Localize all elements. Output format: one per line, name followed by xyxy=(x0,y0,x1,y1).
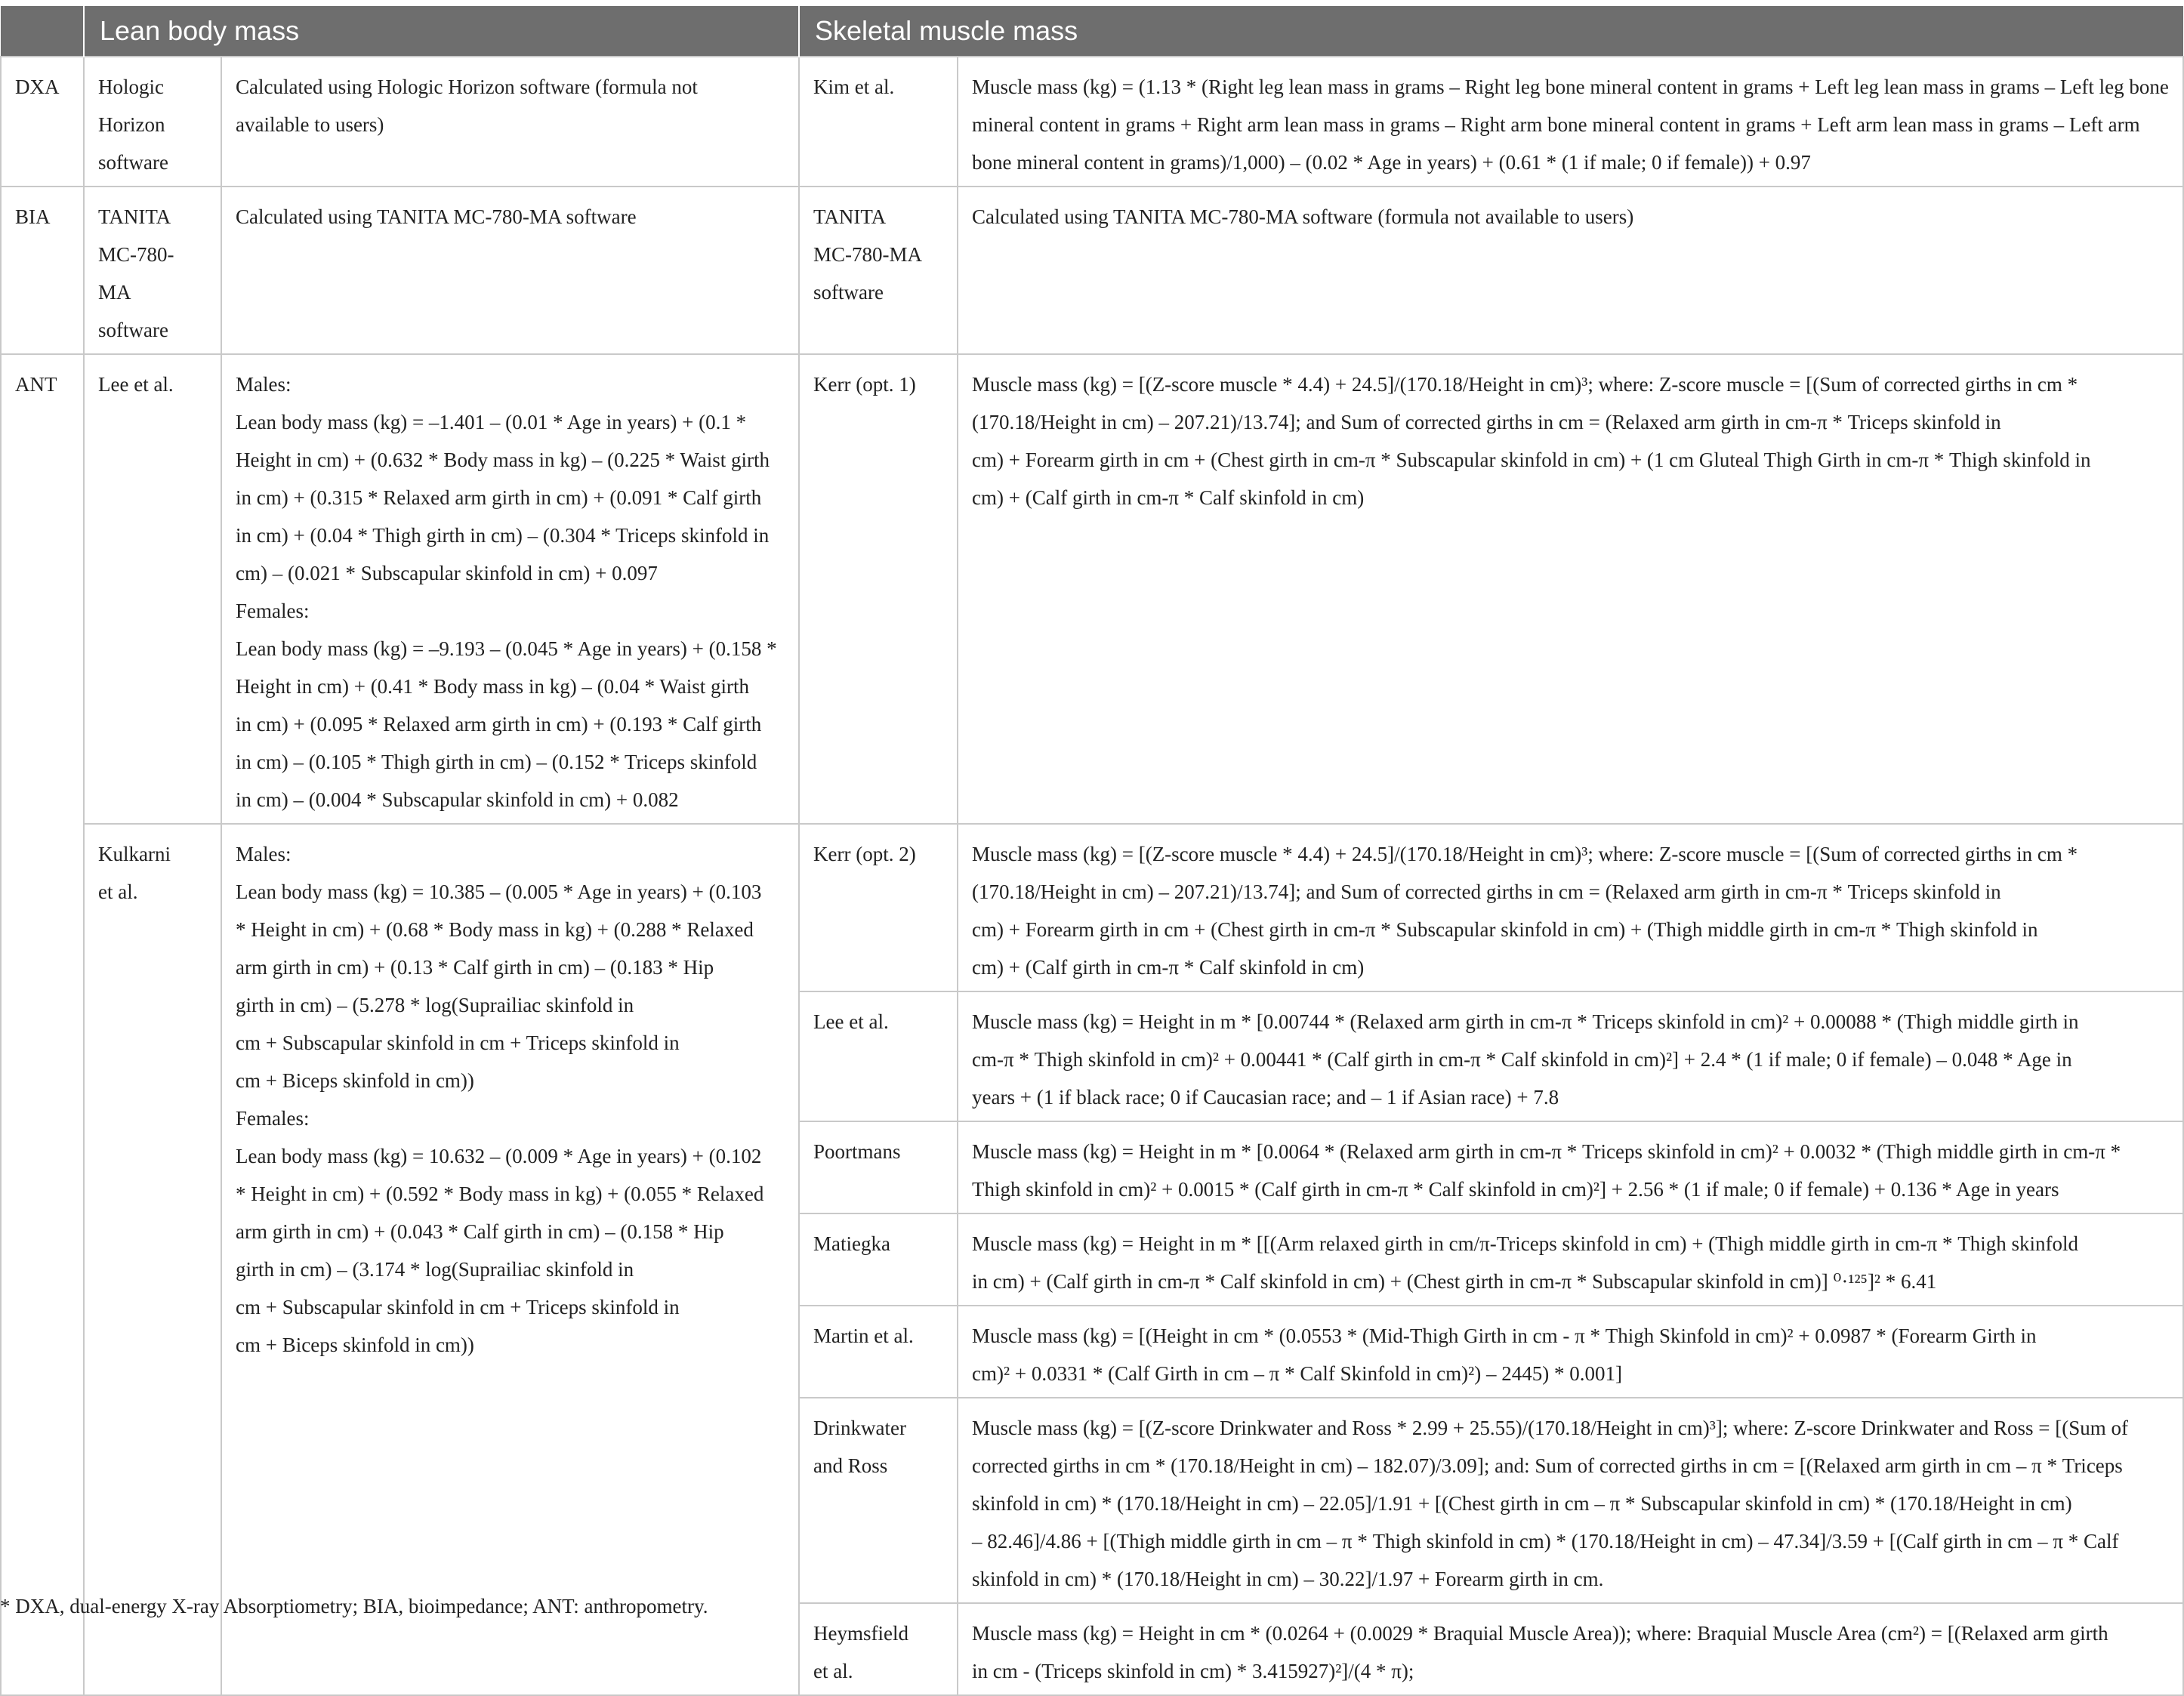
text-line: Muscle mass (kg) = [(Height in cm * (0.0553 * (Mid-Thigh Girth in cm - π * Thigh Skinfold in cm)² + 0.0987 * (Forearm Girth in xyxy=(972,1324,2037,1347)
text-line: in cm) – (0.105 * Thigh girth in cm) – (0.152 * Triceps skinfold xyxy=(236,751,757,773)
skeletal-formula xyxy=(958,991,2183,1121)
text-line: arm girth in cm) + (0.13 * Calf girth in cm) – (0.183 * Hip xyxy=(236,956,714,979)
skeletal-source-name xyxy=(799,187,958,354)
text-line: Thigh skinfold in cm)² + 0.0015 * (Calf girth in cm-π * Calf skinfold in cm)²] + 2.56 * (1 if male; 0 if female) + 0.136 * Age in years xyxy=(972,1178,2059,1201)
text-line: Muscle mass (kg) = [(Z-score muscle * 4.4) + 24.5]/(170.18/Height in cm)³; where: Z-score muscle = [(Sum of corrected girths in cm * xyxy=(972,843,2078,865)
skeletal-formula xyxy=(958,1213,2183,1306)
skeletal-source-name xyxy=(799,1603,958,1695)
text-line: software xyxy=(813,281,884,304)
text-line: Calculated using Hologic Horizon software (formula not xyxy=(236,76,698,98)
text-line: Hologic xyxy=(98,76,164,98)
row-ant-kulkarni xyxy=(1,824,2183,991)
text-line: Lee et al. xyxy=(813,1010,889,1033)
text-line: Males: xyxy=(236,843,292,865)
method-dxa: DXA xyxy=(1,57,84,187)
text-line: Martin et al. xyxy=(813,1324,914,1347)
text-line: available to users) xyxy=(236,113,384,136)
text-line: Kim et al. xyxy=(813,76,895,98)
text-line: cm + Subscapular skinfold in cm + Triceps skinfold in xyxy=(236,1296,680,1318)
row-bia xyxy=(1,187,2183,354)
text-line: in cm - (Triceps skinfold in cm) * 3.415927)²]/(4 * π); xyxy=(972,1660,1414,1682)
text-line: mineral content in grams + Right arm lean mass in grams – Right arm bone mineral content in grams + Left arm lean mass in grams – Left arm xyxy=(972,113,2140,136)
text-line: cm + Biceps skinfold in cm)) xyxy=(236,1334,474,1356)
text-line: Muscle mass (kg) = Height in m * [0.0064 * (Relaxed arm girth in cm-π * Triceps skinfold in cm)² + 0.0032 * (Thigh middle girth in cm-π * xyxy=(972,1140,2121,1163)
header-empty xyxy=(1,6,84,57)
text-line: cm) + Forearm girth in cm + (Chest girth in cm-π * Subscapular skinfold in cm) + (1 cm Gluteal Thigh Girth in cm-π * Thigh skinfold in xyxy=(972,449,2091,471)
text-line: et al. xyxy=(813,1660,853,1682)
text-line: Lean body mass (kg) = –9.193 – (0.045 * Age in years) + (0.158 * xyxy=(236,637,777,660)
text-line: in cm) + (0.04 * Thigh girth in cm) – (0.304 * Triceps skinfold in xyxy=(236,524,770,547)
text-line: Kerr (opt. 1) xyxy=(813,373,916,396)
text-line: Lean body mass (kg) = 10.385 – (0.005 * Age in years) + (0.103 xyxy=(236,880,762,903)
text-line: in cm) – (0.004 * Subscapular skinfold in cm) + 0.082 xyxy=(236,788,679,811)
skeletal-formula xyxy=(958,187,2183,354)
skeletal-source-name xyxy=(799,824,958,991)
text-line: Calculated using TANITA MC-780-MA software xyxy=(236,205,637,228)
text-line: (170.18/Height in cm) – 207.21)/13.74]; and Sum of corrected girths in cm = (Relaxed arm girth in cm-π * Triceps skinfold in xyxy=(972,880,2001,903)
lean-source-name xyxy=(84,187,221,354)
skeletal-formula xyxy=(958,57,2183,187)
text-line: Horizon xyxy=(98,113,165,136)
text-line: Muscle mass (kg) = Height in m * [0.00744 * (Relaxed arm girth in cm-π * Triceps skinfold in cm)² + 0.00088 * (Thigh middle girth in xyxy=(972,1010,2079,1033)
text-line: Poortmans xyxy=(813,1140,901,1163)
text-line: * Height in cm) + (0.68 * Body mass in kg) + (0.288 * Relaxed xyxy=(236,918,754,941)
method-bia: BIA xyxy=(1,187,84,354)
text-line: Lean body mass (kg) = 10.632 – (0.009 * Age in years) + (0.102 xyxy=(236,1145,762,1167)
row-dxa xyxy=(1,57,2183,187)
text-line: in cm) + (0.095 * Relaxed arm girth in cm) + (0.193 * Calf girth xyxy=(236,713,762,735)
text-line: cm) + (Calf girth in cm-π * Calf skinfold in cm) xyxy=(972,956,1365,979)
text-line: * Height in cm) + (0.592 * Body mass in kg) + (0.055 * Relaxed xyxy=(236,1183,764,1205)
text-line: Females: xyxy=(236,600,310,622)
lean-formula xyxy=(221,187,799,354)
lean-formula xyxy=(221,824,799,1695)
method-ant: ANT xyxy=(1,354,84,1695)
text-line: cm) + Forearm girth in cm + (Chest girth in cm-π * Subscapular skinfold in cm) + (Thigh middle girth in cm-π * Thigh skinfold in xyxy=(972,918,2038,941)
text-line: corrected girths in cm * (170.18/Height in cm) – 182.07)/3.09]; and: Sum of corrected girths in cm = [(Relaxed arm girth in cm – π * Triceps xyxy=(972,1454,2123,1477)
skeletal-formula xyxy=(958,1603,2183,1695)
text-line: Height in cm) + (0.41 * Body mass in kg) – (0.04 * Waist girth xyxy=(236,675,749,698)
text-line: software xyxy=(98,319,168,341)
text-line: Lean body mass (kg) = –1.401 – (0.01 * Age in years) + (0.1 * xyxy=(236,411,747,433)
text-line: skinfold in cm) * (170.18/Height in cm) – 30.22]/1.97 + Forearm girth in cm. xyxy=(972,1568,1604,1590)
table-footnote: * DXA, dual-energy X-ray Absorptiometry; BIA, bioimpedance; ANT: anthropometry. xyxy=(0,1595,708,1617)
text-line: MC-780-MA xyxy=(813,243,923,266)
lean-formula xyxy=(221,354,799,824)
header-skeletal-muscle-mass: Skeletal muscle mass xyxy=(799,6,2183,57)
text-line: Heymsfield xyxy=(813,1622,908,1645)
text-line: cm-π * Thigh skinfold in cm)² + 0.00441 * (Calf girth in cm-π * Calf skinfold in cm)²] + 2.4 * (1 if male; 0 if female) – 0.048 * Age in xyxy=(972,1048,2072,1071)
text-line: (170.18/Height in cm) – 207.21)/13.74]; and Sum of corrected girths in cm = (Relaxed arm girth in cm-π * Triceps skinfold in xyxy=(972,411,2001,433)
skeletal-formula xyxy=(958,1306,2183,1398)
text-line: Drinkwater xyxy=(813,1417,906,1439)
text-line: in cm) + (Calf girth in cm-π * Calf skinfold in cm) + (Chest girth in cm-π * Subscapular skinfold in cm)] ⁰·¹²⁵]² * 6.41 xyxy=(972,1270,1937,1293)
text-line: Males: xyxy=(236,373,292,396)
text-line: MA xyxy=(98,281,131,304)
text-line: software xyxy=(98,151,168,174)
text-line: cm) – (0.021 * Subscapular skinfold in cm) + 0.097 xyxy=(236,562,658,584)
lean-source-name xyxy=(84,824,221,1695)
skeletal-formula xyxy=(958,1398,2183,1603)
text-line: years + (1 if black race; 0 if Caucasian race; and – 1 if Asian race) + 7.8 xyxy=(972,1086,1559,1109)
text-line: skinfold in cm) * (170.18/Height in cm) – 22.05]/1.91 + [(Chest girth in cm – π * Subscapular skinfold in cm) * (170.18/Height in cm) xyxy=(972,1492,2072,1515)
skeletal-formula xyxy=(958,824,2183,991)
text-line: in cm) + (0.315 * Relaxed arm girth in cm) + (0.091 * Calf girth xyxy=(236,486,762,509)
text-line: cm) + (Calf girth in cm-π * Calf skinfold in cm) xyxy=(972,486,1365,509)
skeletal-formula xyxy=(958,354,2183,824)
text-line: Muscle mass (kg) = Height in m * [[(Arm relaxed girth in cm/π-Triceps skinfold in cm) + (Thigh middle girth in cm-π * Thigh skinfold xyxy=(972,1232,2079,1255)
text-line: Muscle mass (kg) = [(Z-score Drinkwater and Ross * 2.99 + 25.55)/(170.18/Height in cm)³]; where: Z-score Drinkwater and Ross = [(Sum of xyxy=(972,1417,2128,1439)
skeletal-source-name xyxy=(799,1306,958,1398)
skeletal-source-name xyxy=(799,1121,958,1213)
text-line: girth in cm) – (5.278 * log(Suprailiac skinfold in xyxy=(236,994,634,1016)
text-line: – 82.46]/4.86 + [(Thigh middle girth in cm – π * Thigh skinfold in cm) * (170.18/Height in cm) – 47.34]/3.59 + [(Calf girth in cm – π * Calf xyxy=(972,1530,2119,1553)
lean-source-name xyxy=(84,354,221,824)
text-line: TANITA xyxy=(813,205,887,228)
lean-source-name xyxy=(84,57,221,187)
skeletal-formula xyxy=(958,1121,2183,1213)
text-line: Kulkarni xyxy=(98,843,171,865)
text-line: Matiegka xyxy=(813,1232,890,1255)
text-line: cm + Biceps skinfold in cm)) xyxy=(236,1069,474,1092)
text-line: arm girth in cm) + (0.043 * Calf girth in cm) – (0.158 * Hip xyxy=(236,1220,724,1243)
skeletal-source-name xyxy=(799,354,958,824)
text-line: bone mineral content in grams)/1,000) – (0.02 * Age in years) + (0.61 * (1 if male; 0 if female)) + 0.97 xyxy=(972,151,1811,174)
skeletal-source-name xyxy=(799,991,958,1121)
header-row xyxy=(1,6,2183,57)
text-line: Height in cm) + (0.632 * Body mass in kg) – (0.225 * Waist girth xyxy=(236,449,770,471)
header-lean-body-mass: Lean body mass xyxy=(84,6,799,57)
lean-formula xyxy=(221,57,799,187)
skeletal-source-name xyxy=(799,1213,958,1306)
text-line: cm + Subscapular skinfold in cm + Triceps skinfold in xyxy=(236,1031,680,1054)
text-line: and Ross xyxy=(813,1454,888,1477)
text-line: cm)² + 0.0331 * (Calf Girth in cm – π * Calf Skinfold in cm)²) – 2445) * 0.001] xyxy=(972,1362,1622,1385)
text-line: Muscle mass (kg) = [(Z-score muscle * 4.4) + 24.5]/(170.18/Height in cm)³; where: Z-score muscle = [(Sum of corrected girths in cm * xyxy=(972,373,2078,396)
text-line: Kerr (opt. 2) xyxy=(813,843,916,865)
text-line: Muscle mass (kg) = (1.13 * (Right leg lean mass in grams – Right leg bone mineral content in grams + Left leg lean mass in grams – Left leg bone xyxy=(972,76,2169,98)
text-line: TANITA xyxy=(98,205,171,228)
text-line: girth in cm) – (3.174 * log(Suprailiac skinfold in xyxy=(236,1258,634,1281)
text-line: Lee et al. xyxy=(98,373,174,396)
skeletal-source-name xyxy=(799,1398,958,1603)
text-line: et al. xyxy=(98,880,138,903)
row-ant-lee xyxy=(1,354,2183,824)
text-line: Muscle mass (kg) = Height in cm * (0.0264 + (0.0029 * Braquial Muscle Area)); where: Braquial Muscle Area (cm²) = [(Relaxed arm girth xyxy=(972,1622,2108,1645)
text-line: Calculated using TANITA MC-780-MA software (formula not available to users) xyxy=(972,205,1634,228)
text-line: MC-780- xyxy=(98,243,174,266)
formula-table xyxy=(0,6,2184,1696)
text-line: Females: xyxy=(236,1107,310,1130)
skeletal-source-name xyxy=(799,57,958,187)
